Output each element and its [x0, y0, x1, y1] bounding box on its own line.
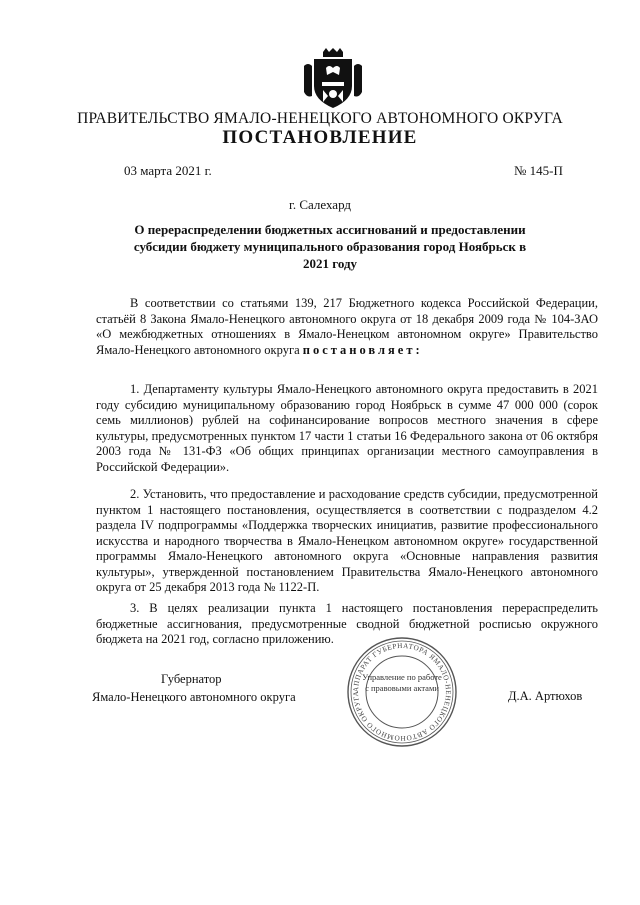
document-date: 03 марта 2021 г. [124, 163, 212, 178]
document-subject: О перераспределении бюджетных ассигнований и предоставлении субсидии бюджету муниципального образования город Ноябрьск в 2021 году [133, 222, 527, 271]
official-seal-icon [346, 636, 458, 748]
government-name: ПРАВИТЕЛЬСТВО ЯМАЛО-НЕНЕЦКОГО АВТОНОМНОГО ОКРУГА [77, 110, 563, 127]
preamble-paragraph [96, 296, 598, 358]
signatory-title: Губернатор [161, 672, 222, 686]
coat-of-arms-icon [299, 48, 367, 110]
preamble-text: В соответствии со статьями 139, 217 Бюджетного кодекса Российской Федерации, статьёй 8 Закона Ямало-Ненецкого автономного округа от 18 декабря 2009 года № 104-ЗАО «О межбюджетных отношениях в Ямало-Ненецком автономном округе» Правительство Ямало-Ненецкого автономного округа [96, 296, 598, 357]
decree-item-2: 2. Установить, что предоставление и расходование средств субсидии, предусмотренной пунктом 1 настоящего постановления, осуществляется в соответствии с подразделом 4.2 раздела IV подпрограммы «Поддержка творческих инициатив, развитие профессионального искусства и народного творчества в Ямало-Ненецком автономном округе» государственной программы Ямало-Ненецкого автономного округа «Основные направления развития культуры», утвержденной постановлением Правительства Ямало-Ненецкого автономного округа от 25 декабря 2013 года № 1122-П. [96, 487, 598, 594]
decree-item-3: 3. В целях реализации пункта 1 настоящего постановления перераспределить бюджетные ассигнования, предусмотренные сводной бюджетной росписью окружного бюджета на 2021 год, согласно приложению. [96, 601, 598, 646]
seal-center-text: Управление по работе с правовыми актами [362, 672, 442, 693]
decree-item-1: 1. Департаменту культуры Ямало-Ненецкого автономного округа предоставить в 2021 году субсидию муниципальному образованию город Ноябрьск в сумме 47 000 000 (сорок семь миллионов) рублей на софинансирование вопросов местного значения в сфере культуры, предусмотренных пунктом 17 части 1 статьи 16 Федерального закона от 06 октября 2003 года № 131-ФЗ «Об общих принципах организации местного самоуправления в Российской Федерации». [96, 382, 598, 474]
document-type: ПОСТАНОВЛЕНИЕ [222, 127, 418, 148]
seal-ring-text: АППАРАТ ГУБЕРНАТОРА ЯМАЛО-НЕНЕЦКОГО АВТОНОМНОГО ОКРУГА [351, 641, 453, 743]
signatory-name: Д.А. Артюхов [508, 689, 583, 703]
document-city: г. Салехард [288, 197, 352, 212]
signatory-region: Ямало-Ненецкого автономного округа [92, 690, 296, 704]
decree-word: постановляет: [302, 342, 423, 357]
document-number: № 145-П [514, 163, 563, 178]
